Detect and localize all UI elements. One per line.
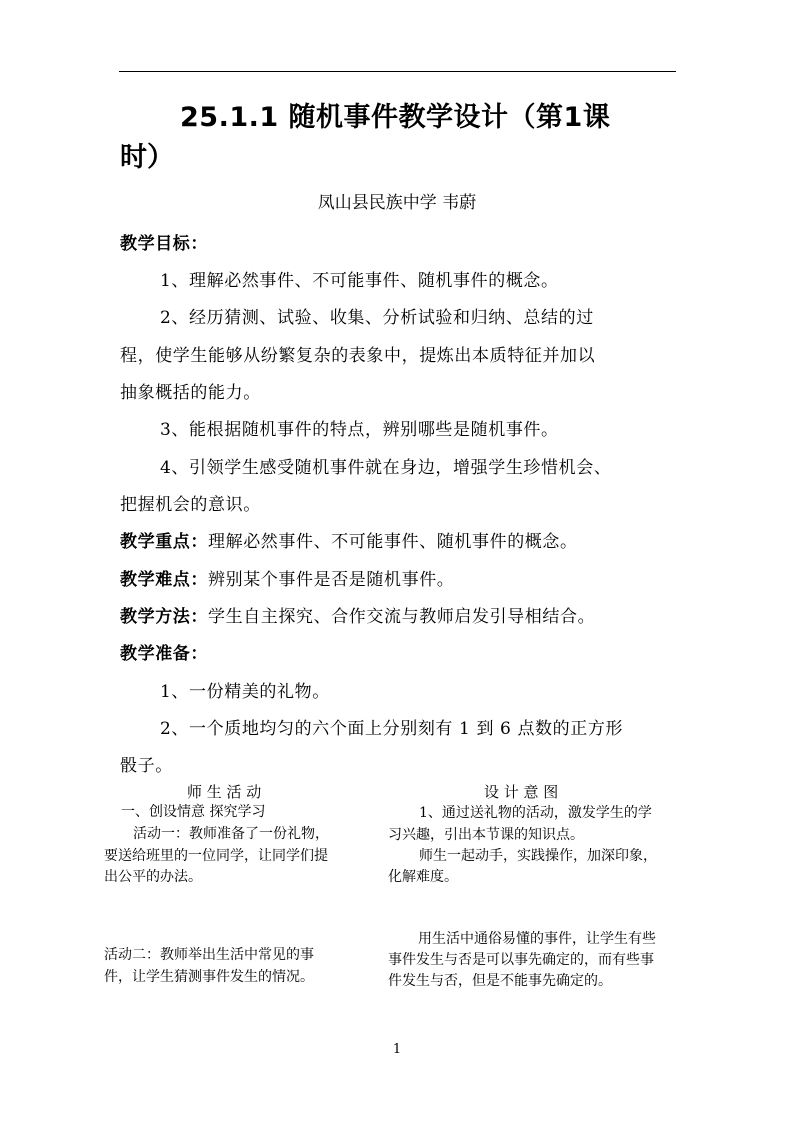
method-text: 学生自主探究、合作交流与教师启发引导相结合。 bbox=[208, 607, 596, 627]
table-left-section-1: 一、创设情意 探究学习 bbox=[121, 804, 266, 820]
objective-4-line-1: 4、引领学生感受随机事件就在身边，增强学生珍惜机会、 bbox=[160, 458, 612, 478]
preparation-2-line-2: 骰子。 bbox=[120, 756, 173, 776]
intent-1-line-1: 1、通过送礼物的活动，激发学生的学 bbox=[419, 805, 652, 821]
table-left-header: 师 生 活 动 bbox=[187, 783, 262, 801]
preparation-2-line-1: 2、一个质地均匀的六个面上分别刻有 1 到 6 点数的正方形 bbox=[160, 719, 624, 739]
preparation-1: 1、一份精美的礼物。 bbox=[160, 682, 330, 702]
intent-3-line-1: 用生活中通俗易懂的事件，让学生有些 bbox=[418, 931, 656, 947]
intent-1-line-2: 习兴趣，引出本节课的知识点。 bbox=[388, 827, 584, 843]
objective-3: 3、能根据随机事件的特点，辨别哪些是随机事件。 bbox=[160, 420, 559, 440]
objective-2-line-1: 2、经历猜测、试验、收集、分析试验和归纳、总结的过 bbox=[160, 308, 594, 328]
objective-2-line-3: 抽象概括的能力。 bbox=[120, 383, 261, 403]
intent-3-line-3: 件发生与否，但是不能事先确定的。 bbox=[388, 973, 612, 989]
objective-2-line-2: 程，使学生能够从纷繁复杂的表象中，提炼出本质特征并加以 bbox=[120, 346, 596, 366]
difficulty-label: 教学难点： bbox=[120, 570, 208, 590]
page-number: 1 bbox=[392, 1042, 402, 1057]
intent-3-line-2: 事件发生与否是可以事先确定的，而有些事 bbox=[388, 952, 654, 968]
document-title bbox=[120, 98, 680, 178]
difficulty-text: 辨别某个事件是否是随机事件。 bbox=[208, 570, 455, 590]
objective-1: 1、理解必然事件、不可能事件、随机事件的概念。 bbox=[160, 271, 559, 291]
intent-2-line-2: 化解难度。 bbox=[388, 869, 458, 885]
table-right-header: 设 计 意 图 bbox=[484, 783, 559, 801]
objectives-heading: 教学目标： bbox=[120, 234, 208, 254]
preparation-heading: 教学准备： bbox=[120, 644, 208, 664]
difficulty bbox=[120, 562, 454, 599]
key-point bbox=[120, 524, 578, 561]
method bbox=[120, 599, 595, 636]
method-label: 教学方法： bbox=[120, 607, 208, 627]
activity-1-line-1: 活动一：教师准备了一份礼物， bbox=[133, 826, 329, 842]
key-point-text: 理解必然事件、不可能事件、随机事件的概念。 bbox=[208, 532, 578, 552]
title-line-1: 25.1.1 随机事件教学设计（第1课 bbox=[180, 102, 611, 133]
intent-2-line-1: 师生一起动手，实践操作，加深印象， bbox=[419, 848, 657, 864]
key-point-label: 教学重点： bbox=[120, 532, 208, 552]
objective-4-line-2: 把握机会的意识。 bbox=[120, 495, 261, 515]
author-line: 凤山县民族中学 韦蔚 bbox=[317, 193, 477, 213]
header-rule bbox=[119, 71, 676, 72]
activity-2-line-2: 件，让学生猜测事件发生的情况。 bbox=[104, 969, 314, 985]
activity-1-line-2: 要送给班里的一位同学，让同学们提 bbox=[104, 848, 328, 864]
activity-1-line-3: 出公平的办法。 bbox=[104, 869, 202, 885]
activity-2-line-1: 活动二：教师举出生活中常见的事 bbox=[104, 947, 314, 963]
title-line-2: 时） bbox=[120, 142, 174, 173]
